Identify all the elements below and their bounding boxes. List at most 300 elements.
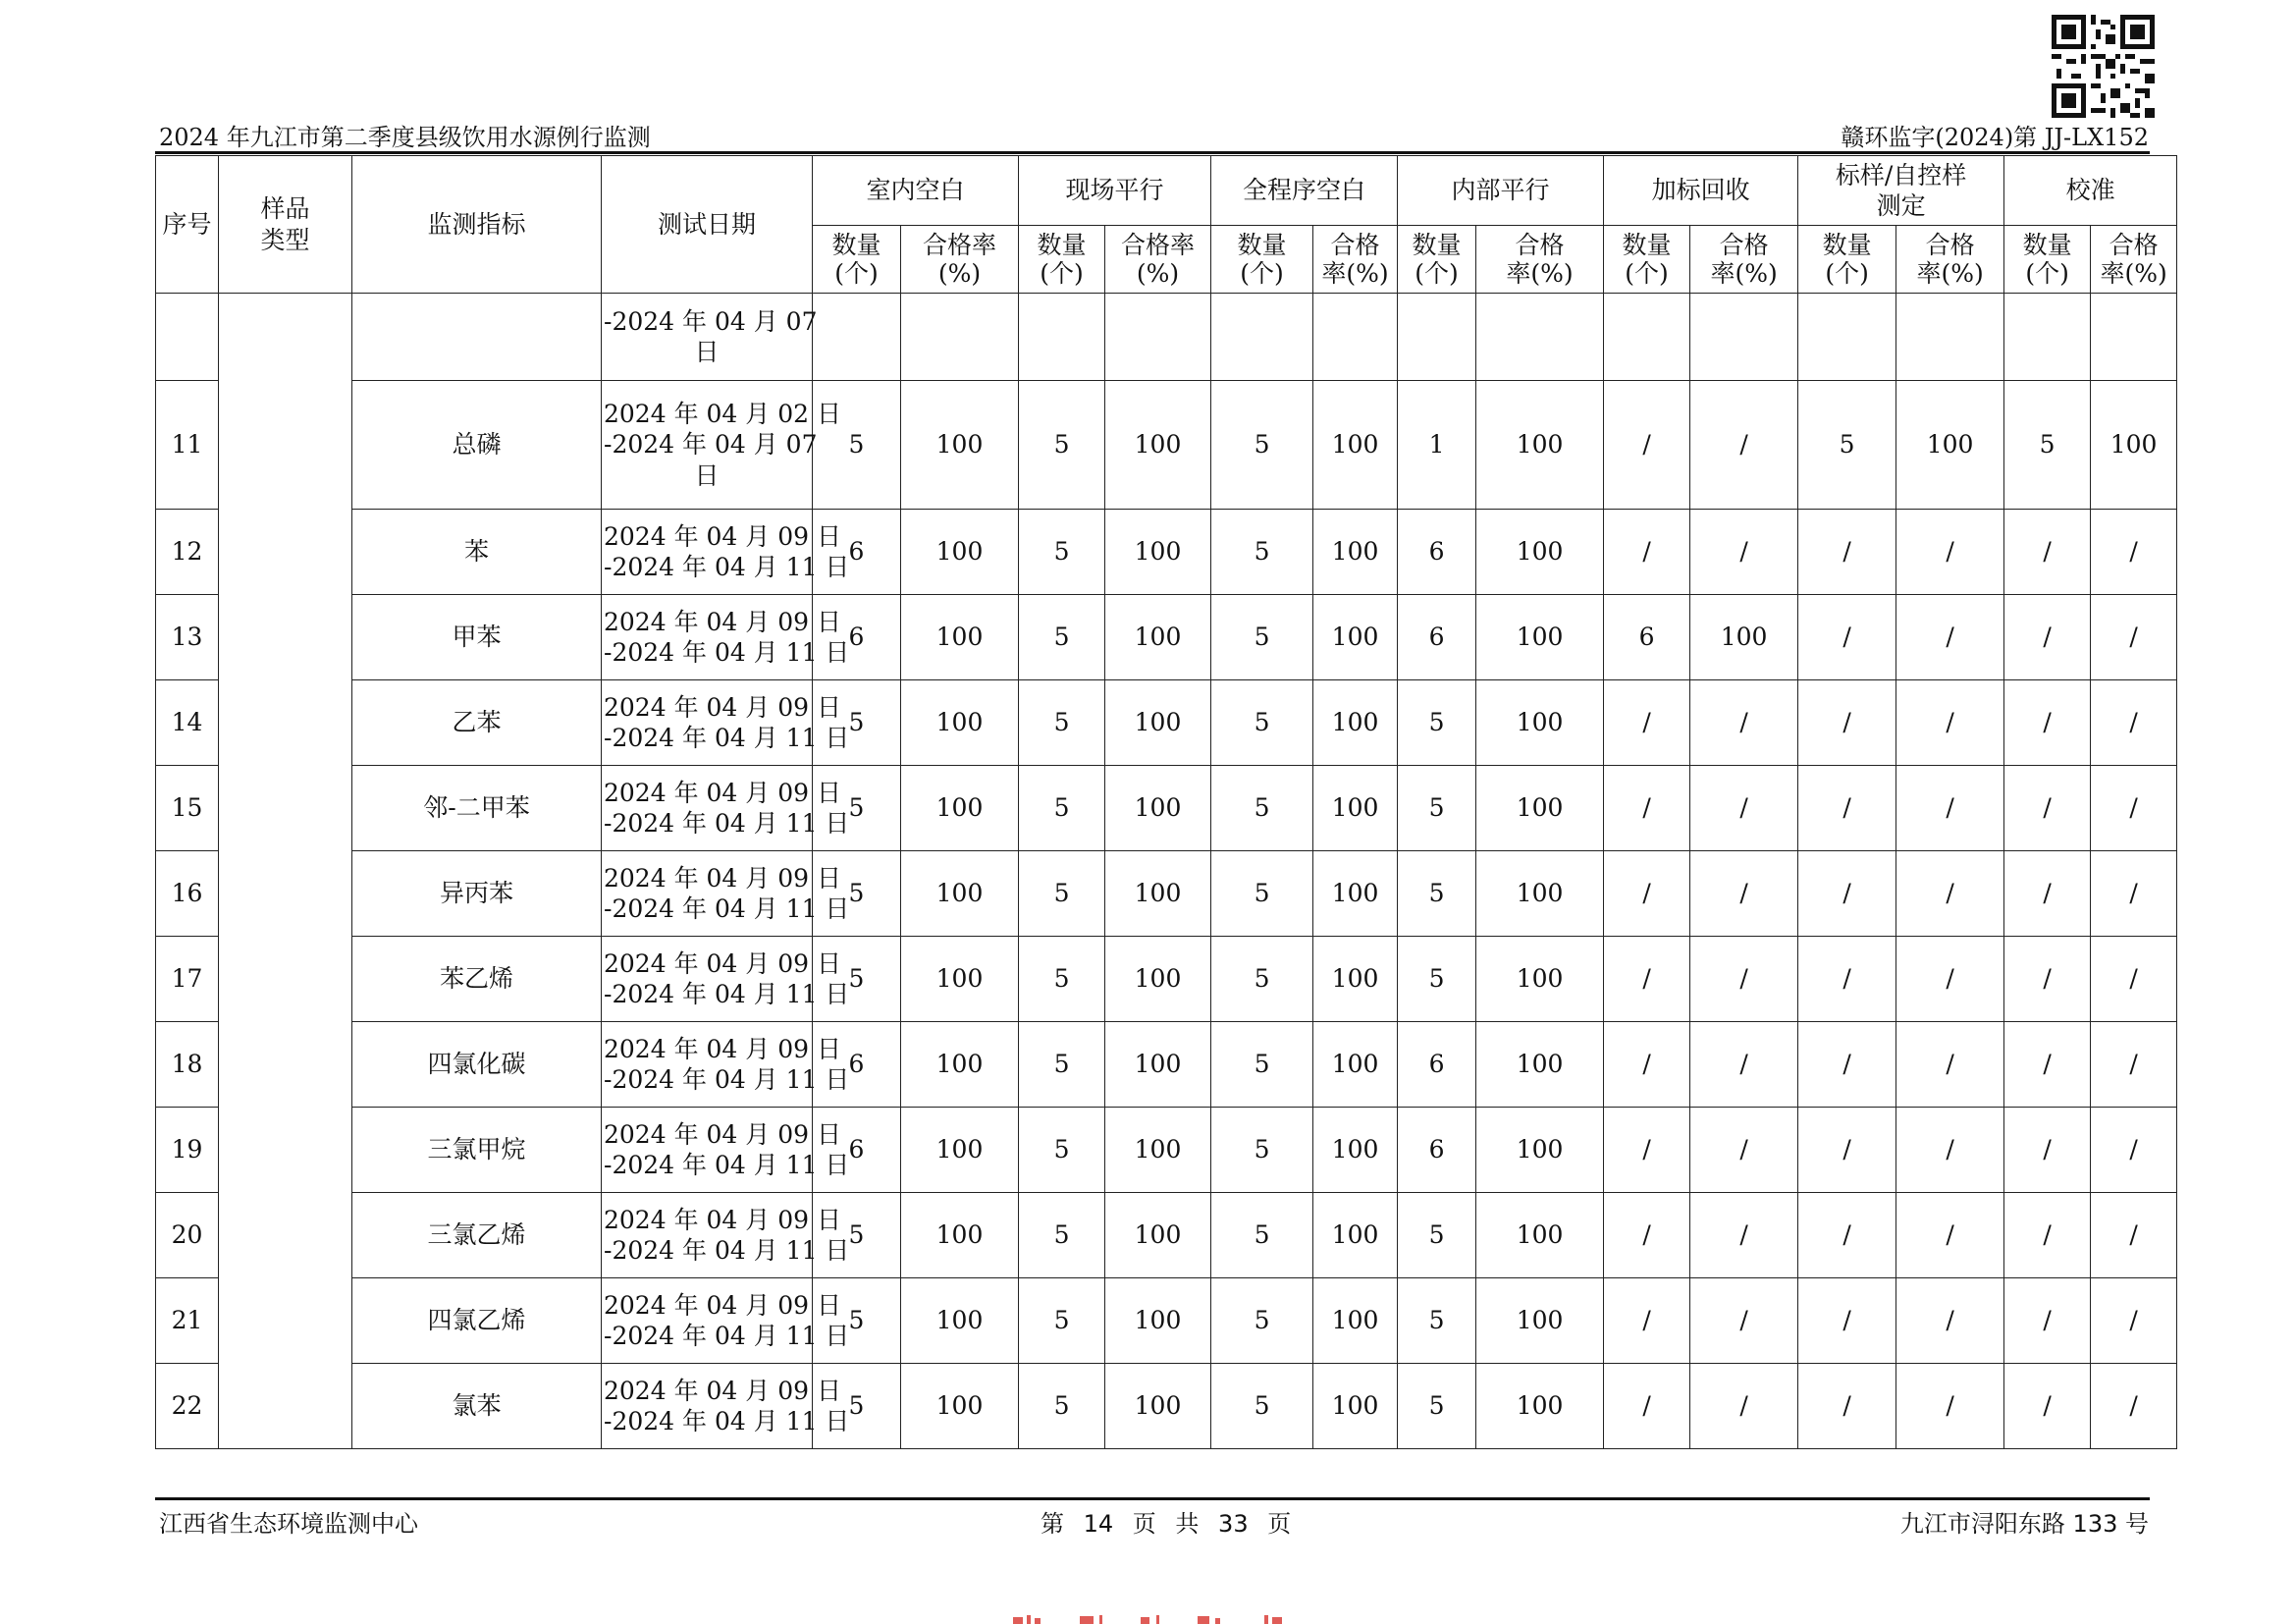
cell-value: / (1798, 510, 1896, 595)
subheader-rate (1105, 226, 1211, 294)
footer-page-number: 第 14 页 共 33 页 (1041, 1510, 1292, 1538)
cell-value: 100 (1105, 595, 1211, 680)
cell-seq: 22 (156, 1364, 219, 1449)
cell-value: 5 (1019, 595, 1105, 680)
cell-value: 5 (813, 766, 901, 851)
subheader-rate (1690, 226, 1798, 294)
cell-test-date (602, 1193, 850, 1278)
cell-value: 100 (1690, 595, 1798, 680)
cell-value: 6 (1604, 595, 1690, 680)
cell-indicator: 总磷 (352, 381, 602, 510)
cell-value: / (1604, 851, 1690, 937)
cell-value: / (1896, 937, 2004, 1022)
cell-value (1798, 294, 1896, 381)
cell-value: / (1798, 1278, 1896, 1364)
cell-value: 100 (2091, 381, 2177, 510)
cell-value: / (1604, 1193, 1690, 1278)
cell-value (813, 294, 901, 381)
subheader-count-l2: (个) (834, 259, 879, 288)
table-row (156, 1108, 2177, 1193)
cell-value: 100 (901, 851, 1019, 937)
cell-value: 5 (2004, 381, 2091, 510)
cell-value: 100 (1476, 851, 1604, 937)
cell-value: / (1896, 1108, 2004, 1193)
stamp-edge-icon (1011, 1613, 1296, 1624)
cell-value: 100 (1476, 1364, 1604, 1449)
cell-value (1313, 294, 1398, 381)
cell-test-date (602, 1108, 850, 1193)
cell-value (1211, 294, 1313, 381)
cell-value: / (2091, 595, 2177, 680)
cell-value: / (1896, 1364, 2004, 1449)
cell-value: 100 (1105, 1108, 1211, 1193)
cell-value: 100 (1105, 937, 1211, 1022)
cell-value: / (1896, 851, 2004, 937)
cell-value: 5 (1019, 510, 1105, 595)
cell-test-date (602, 937, 850, 1022)
cell-value: / (1604, 766, 1690, 851)
cell-value: / (2004, 1022, 2091, 1108)
table-row (156, 937, 2177, 1022)
table-row (156, 1278, 2177, 1364)
cell-indicator: 邻-二甲苯 (352, 766, 602, 851)
subheader-count (2004, 226, 2091, 294)
table-row (156, 680, 2177, 766)
cell-value: / (1604, 1278, 1690, 1364)
cell-value: / (2004, 1193, 2091, 1278)
cell-test-date (602, 851, 850, 937)
test-date-line: -2024 年 04 月 11 日 (604, 1407, 850, 1435)
cell-value: 5 (813, 381, 901, 510)
cell-value: 5 (1398, 1278, 1476, 1364)
cell-value: 100 (1105, 1022, 1211, 1108)
cell-test-date (602, 595, 850, 680)
cell-value: 100 (1313, 1364, 1398, 1449)
cell-sample-type (219, 294, 352, 1449)
cell-value: 5 (1398, 1193, 1476, 1278)
subheader-rate-l2: 率(%) (1506, 259, 1574, 288)
cell-test-date (602, 680, 850, 766)
cell-value: 5 (1019, 1193, 1105, 1278)
test-date-line: -2024 年 04 月 07 (604, 306, 818, 336)
cell-value: 100 (1105, 1364, 1211, 1449)
cell-value: / (1690, 381, 1798, 510)
test-date-line: -2024 年 04 月 11 日 (604, 980, 850, 1008)
table-row (156, 510, 2177, 595)
cell-value: 100 (1476, 937, 1604, 1022)
test-date-line: 2024 年 04 月 09 日 (604, 863, 841, 893)
cell-value: / (1690, 937, 1798, 1022)
table-row (156, 595, 2177, 680)
cell-value: 100 (901, 381, 1019, 510)
test-date-line: 2024 年 04 月 09 日 (604, 607, 841, 636)
subheader-count (813, 226, 901, 294)
cell-value: 100 (1313, 595, 1398, 680)
cell-value: / (1604, 510, 1690, 595)
cell-value: 100 (1476, 510, 1604, 595)
subheader-rate (2091, 226, 2177, 294)
report-title: 2024 年九江市第二季度县级饮用水源例行监测 (159, 124, 651, 151)
cell-value: 5 (1398, 1364, 1476, 1449)
cell-value: / (2004, 680, 2091, 766)
table-row (156, 851, 2177, 937)
test-date-line: -2024 年 04 月 07 (604, 430, 818, 460)
col-header-sample-type-l2: 类型 (260, 225, 310, 254)
cell-value: 100 (1476, 1193, 1604, 1278)
subheader-count-l2: (个) (1040, 259, 1084, 288)
cell-test-date (602, 294, 818, 381)
cell-value: 5 (1019, 1364, 1105, 1449)
cell-value: / (2091, 851, 2177, 937)
cell-value: / (2004, 1364, 2091, 1449)
cell-value: 100 (1476, 381, 1604, 510)
cell-value: 5 (1398, 937, 1476, 1022)
cell-value: / (1690, 766, 1798, 851)
qc-summary-table (155, 155, 2177, 1449)
test-date-line: 2024 年 04 月 09 日 (604, 1034, 841, 1063)
cell-value: / (1896, 680, 2004, 766)
cell-value: 6 (1398, 595, 1476, 680)
cell-value (1604, 294, 1690, 381)
cell-seq: 15 (156, 766, 219, 851)
cell-value: / (1798, 851, 1896, 937)
test-date-line: 2024 年 04 月 09 日 (604, 948, 841, 978)
cell-value: / (1690, 680, 1798, 766)
cell-seq: 17 (156, 937, 219, 1022)
cell-value: 100 (1105, 510, 1211, 595)
group-header-standard-sample-l1: 标样/自控样 (1835, 160, 1967, 189)
subheader-count (1019, 226, 1105, 294)
cell-value: 5 (813, 680, 901, 766)
test-date-line: -2024 年 04 月 11 日 (604, 894, 850, 923)
cell-value: / (1690, 1022, 1798, 1108)
cell-value: 5 (813, 937, 901, 1022)
footer-address: 九江市浔阳东路 133 号 (1899, 1510, 2149, 1538)
test-date-line: -2024 年 04 月 11 日 (604, 1236, 850, 1265)
subheader-rate-l2: (%) (1136, 259, 1180, 288)
test-date-line: -2024 年 04 月 11 日 (604, 724, 850, 752)
subheader-rate (901, 226, 1019, 294)
cell-value (901, 294, 1019, 381)
cell-test-date (602, 381, 841, 510)
cell-value: / (2004, 595, 2091, 680)
subheader-count-l1: 数量 (1037, 230, 1087, 259)
cell-value: / (1798, 1193, 1896, 1278)
subheader-count-l1: 数量 (831, 230, 881, 259)
cell-value: / (2091, 1278, 2177, 1364)
subheader-rate (1476, 226, 1604, 294)
cell-value: 100 (1313, 381, 1398, 510)
subheader-rate-l2: 率(%) (1710, 259, 1778, 288)
cell-value: / (1896, 1022, 2004, 1108)
table-row (156, 381, 2177, 510)
subheader-count-l2: (个) (1625, 259, 1669, 288)
subheader-rate-l1: 合格率 (1121, 230, 1196, 259)
cell-value: / (1604, 1108, 1690, 1193)
cell-seq: 21 (156, 1278, 219, 1364)
group-header-standard-sample-l2: 测定 (1876, 191, 1926, 220)
col-header-indicator: 监测指标 (352, 156, 602, 294)
col-header-sample-type-l1: 样品 (260, 194, 310, 224)
cell-value: 100 (1313, 1193, 1398, 1278)
test-date-line: 2024 年 04 月 09 日 (604, 1376, 841, 1405)
cell-value: 5 (1019, 851, 1105, 937)
table-row (156, 1193, 2177, 1278)
subheader-rate-l1: 合格 (1925, 230, 1975, 259)
test-date-line: 2024 年 04 月 09 日 (604, 778, 841, 807)
cell-value: 5 (1211, 937, 1313, 1022)
cell-seq: 12 (156, 510, 219, 595)
cell-value: 100 (901, 766, 1019, 851)
cell-value: / (2004, 1108, 2091, 1193)
cell-value (1105, 294, 1211, 381)
subheader-count-l2: (个) (2025, 259, 2069, 288)
cell-value: / (1896, 1193, 2004, 1278)
cell-value: 100 (1476, 595, 1604, 680)
table-row (156, 1364, 2177, 1449)
test-date-line: 2024 年 04 月 02 日 (604, 400, 841, 429)
table-row-continuation (156, 294, 2177, 381)
cell-value: / (2004, 1278, 2091, 1364)
cell-value: / (1798, 937, 1896, 1022)
cell-value: / (2091, 510, 2177, 595)
subheader-count-l1: 数量 (1822, 230, 1872, 259)
cell-value: 5 (1019, 1022, 1105, 1108)
cell-value: 100 (1313, 680, 1398, 766)
cell-value: / (2004, 937, 2091, 1022)
cell-value: 5 (1211, 595, 1313, 680)
test-date-line: -2024 年 04 月 11 日 (604, 1065, 850, 1094)
cell-seq: 13 (156, 595, 219, 680)
cell-value: 5 (813, 851, 901, 937)
subheader-rate-l2: 率(%) (1321, 259, 1389, 288)
test-date-line: -2024 年 04 月 11 日 (604, 638, 850, 667)
subheader-rate-l1: 合格率 (923, 230, 997, 259)
cell-indicator: 甲苯 (352, 595, 602, 680)
cell-test-date (602, 1364, 850, 1449)
cell-value: 5 (1798, 381, 1896, 510)
subheader-count-l1: 数量 (1412, 230, 1462, 259)
cell-value (1398, 294, 1476, 381)
cell-value: / (1798, 595, 1896, 680)
cell-value: / (1690, 1108, 1798, 1193)
subheader-count (1798, 226, 1896, 294)
cell-value: / (2004, 851, 2091, 937)
cell-value: 5 (1211, 1193, 1313, 1278)
cell-value: 5 (1019, 937, 1105, 1022)
cell-test-date (602, 1278, 850, 1364)
cell-value: / (1896, 510, 2004, 595)
cell-value: 5 (1398, 851, 1476, 937)
cell-value (1896, 294, 2004, 381)
cell-value: 5 (1019, 680, 1105, 766)
test-date-line: 日 (694, 460, 720, 490)
cell-value: 100 (1313, 851, 1398, 937)
subheader-rate (1313, 226, 1398, 294)
test-date-line: -2024 年 04 月 11 日 (604, 1322, 850, 1350)
cell-value: 5 (1398, 680, 1476, 766)
cell-value: 6 (1398, 510, 1476, 595)
cell-value: 5 (1211, 1108, 1313, 1193)
cell-value: / (2091, 937, 2177, 1022)
cell-value: 100 (1105, 1278, 1211, 1364)
test-date-line: -2024 年 04 月 11 日 (604, 1151, 850, 1179)
cell-value: 5 (1211, 381, 1313, 510)
subheader-count-l1: 数量 (2022, 230, 2072, 259)
cell-value: 5 (1211, 766, 1313, 851)
subheader-count-l2: (个) (1415, 259, 1459, 288)
cell-value: / (2091, 1364, 2177, 1449)
group-header-full-blank: 全程序空白 (1211, 156, 1398, 226)
cell-value: / (1896, 766, 2004, 851)
cell-value: 100 (901, 1108, 1019, 1193)
cell-indicator (352, 294, 602, 381)
cell-value: / (2004, 766, 2091, 851)
cell-value: 100 (1313, 510, 1398, 595)
cell-value: 100 (901, 937, 1019, 1022)
report-number: 赣环监字(2024)第 JJ-LX152 (1841, 124, 2149, 151)
group-header-standard-sample (1798, 156, 2004, 226)
cell-value: / (2091, 766, 2177, 851)
test-date-line: 日 (694, 338, 720, 366)
group-header-internal-parallel: 内部平行 (1398, 156, 1604, 226)
cell-value: / (1896, 595, 2004, 680)
cell-value: / (2091, 1108, 2177, 1193)
cell-value: 6 (813, 595, 901, 680)
cell-value: / (1604, 381, 1690, 510)
cell-value: 6 (1398, 1108, 1476, 1193)
subheader-rate-l2: 率(%) (2100, 259, 2167, 288)
col-header-seq: 序号 (156, 156, 219, 294)
footer-divider (155, 1497, 2150, 1500)
cell-value: 5 (813, 1193, 901, 1278)
cell-value: 5 (1019, 766, 1105, 851)
cell-value: 100 (1105, 851, 1211, 937)
cell-value: 5 (813, 1278, 901, 1364)
cell-value: / (1798, 766, 1896, 851)
cell-test-date (602, 510, 850, 595)
cell-value: 100 (1105, 680, 1211, 766)
subheader-count (1398, 226, 1476, 294)
cell-value (2091, 294, 2177, 381)
cell-indicator: 四氯化碳 (352, 1022, 602, 1108)
subheader-rate (1896, 226, 2004, 294)
subheader-count (1604, 226, 1690, 294)
cell-value: 5 (813, 1364, 901, 1449)
test-date-line: 2024 年 04 月 09 日 (604, 1290, 841, 1320)
test-date-line: 2024 年 04 月 09 日 (604, 692, 841, 722)
group-header-spike-recovery: 加标回收 (1604, 156, 1798, 226)
cell-value: 5 (1211, 510, 1313, 595)
subheader-count (1211, 226, 1313, 294)
cell-value: / (1798, 1108, 1896, 1193)
cell-seq: 16 (156, 851, 219, 937)
qr-code-icon (2052, 15, 2155, 118)
cell-seq: 11 (156, 381, 219, 510)
cell-value: / (1896, 1278, 2004, 1364)
cell-value: 100 (1313, 1108, 1398, 1193)
cell-value: / (1690, 851, 1798, 937)
cell-value: 100 (1896, 381, 2004, 510)
group-header-field-parallel: 现场平行 (1019, 156, 1211, 226)
cell-value: 100 (1476, 766, 1604, 851)
cell-value (1476, 294, 1604, 381)
cell-indicator: 苯 (352, 510, 602, 595)
subheader-count-l1: 数量 (1237, 230, 1287, 259)
cell-value: 100 (1105, 1193, 1211, 1278)
cell-value: 5 (1211, 680, 1313, 766)
cell-value: / (2091, 1022, 2177, 1108)
cell-value: / (1798, 1364, 1896, 1449)
footer-organization: 江西省生态环境监测中心 (159, 1510, 418, 1538)
cell-value: / (1690, 1278, 1798, 1364)
cell-value: / (1604, 937, 1690, 1022)
cell-value: / (1604, 680, 1690, 766)
cell-indicator: 苯乙烯 (352, 937, 602, 1022)
cell-value: 100 (1313, 1022, 1398, 1108)
group-header-indoor-blank: 室内空白 (813, 156, 1019, 226)
header-divider (155, 151, 2150, 154)
test-date-line: 2024 年 04 月 09 日 (604, 521, 841, 551)
cell-seq (156, 294, 219, 381)
test-date-line: 2024 年 04 月 09 日 (604, 1119, 841, 1149)
cell-value: 100 (901, 595, 1019, 680)
table-row (156, 1022, 2177, 1108)
group-header-calibration: 校准 (2004, 156, 2177, 226)
cell-indicator: 氯苯 (352, 1364, 602, 1449)
cell-seq: 20 (156, 1193, 219, 1278)
test-date-line: -2024 年 04 月 11 日 (604, 553, 850, 581)
cell-value: 6 (813, 1108, 901, 1193)
subheader-count-l2: (个) (1825, 259, 1869, 288)
cell-seq: 18 (156, 1022, 219, 1108)
cell-value: 5 (1211, 851, 1313, 937)
cell-value: / (2091, 1193, 2177, 1278)
cell-value: 100 (901, 680, 1019, 766)
cell-indicator: 乙苯 (352, 680, 602, 766)
subheader-count-l2: (个) (1240, 259, 1284, 288)
test-date-line: 2024 年 04 月 09 日 (604, 1205, 841, 1234)
cell-value: 100 (1476, 1108, 1604, 1193)
subheader-rate-l2: 率(%) (1916, 259, 1984, 288)
subheader-rate-l1: 合格 (2109, 230, 2159, 259)
cell-value: / (1690, 510, 1798, 595)
cell-value: / (2004, 510, 2091, 595)
cell-value: 100 (1105, 766, 1211, 851)
cell-test-date (602, 1022, 850, 1108)
cell-value: 100 (1476, 680, 1604, 766)
cell-value (1019, 294, 1105, 381)
test-date-line: -2024 年 04 月 11 日 (604, 809, 850, 838)
cell-test-date (602, 766, 850, 851)
cell-value: 100 (1313, 937, 1398, 1022)
cell-value: 1 (1398, 381, 1476, 510)
subheader-count-l1: 数量 (1622, 230, 1672, 259)
cell-value: / (1604, 1022, 1690, 1108)
cell-value: 100 (901, 1364, 1019, 1449)
cell-value: 5 (1019, 1108, 1105, 1193)
cell-seq: 19 (156, 1108, 219, 1193)
cell-value: 5 (1398, 766, 1476, 851)
cell-value: 6 (1398, 1022, 1476, 1108)
cell-value: 100 (1476, 1022, 1604, 1108)
cell-value: / (1798, 1022, 1896, 1108)
cell-indicator: 异丙苯 (352, 851, 602, 937)
cell-value: / (1604, 1364, 1690, 1449)
cell-value: 100 (901, 1022, 1019, 1108)
cell-value: 5 (1211, 1364, 1313, 1449)
col-header-sample-type (219, 156, 352, 294)
